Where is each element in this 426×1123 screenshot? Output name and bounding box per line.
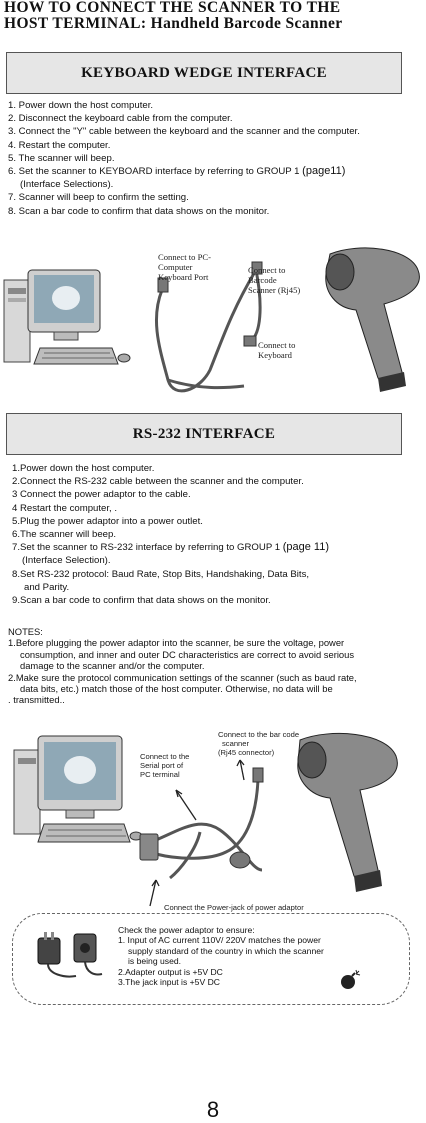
keyboard-wedge-header: KEYBOARD WEDGE INTERFACE — [6, 52, 402, 94]
step: (Interface Selection). — [22, 555, 111, 567]
barcode-scanner-icon — [298, 733, 398, 892]
callout-pc-port: Connect to PC- Computer Keyboard Port — [158, 252, 211, 282]
step: 9.Scan a bar code to confirm that data shows on the monitor. — [12, 595, 271, 607]
page-title: HOW TO CONNECT THE SCANNER TO THE HOST TERMINAL: Handheld Barcode Scanner — [4, 0, 343, 32]
bomb-icon — [338, 968, 362, 992]
computer-icon — [4, 270, 130, 364]
step: 8. Scan a bar code to confirm that data shows on the monitor. — [8, 205, 270, 217]
step: 5.Plug the power adaptor into a power outlet. — [12, 515, 203, 527]
step: 6.The scanner will beep. — [12, 529, 116, 541]
check-list: Check the power adaptor to ensure: 1. Input of AC current 110V/ 220V matches the power supply standard of the country in which the scanner is being used. 2.Adapter output is +5V DC 3.The jack input is +5V DC — [118, 925, 324, 988]
notes-heading: NOTES: — [8, 626, 43, 637]
step: 8.Set RS-232 protocol: Baud Rate, Stop Bits, Handshaking, Data Bits, — [12, 568, 310, 580]
page-reference: (page 11) — [282, 541, 330, 554]
power-adaptor-icon — [34, 930, 106, 982]
computer-icon — [14, 736, 142, 842]
step: 4 Restart the computer, . — [12, 502, 118, 514]
step: 2.Connect the RS-232 cable between the scanner and the computer. — [12, 476, 304, 488]
step: 5. The scanner will beep. — [8, 152, 115, 164]
step: 7.Set the scanner to RS-232 interface by referring to GROUP 1 (page 11) — [12, 541, 330, 554]
step: 6. Set the scanner to KEYBOARD interface by referring to GROUP 1 (page11) — [8, 165, 346, 178]
callout-keyboard: Connect to Keyboard — [258, 340, 296, 360]
keyboard-steps — [8, 99, 360, 218]
page-number: 8 — [206, 1097, 220, 1122]
step: 2. Disconnect the keyboard cable from the computer. — [8, 113, 233, 125]
keyboard-wedge-illustration — [0, 240, 426, 405]
callout-barcode-scanner: Connect to the bar code scanner (Rj45 connector) — [218, 730, 300, 757]
rs232-steps — [12, 462, 329, 607]
step: 3. Connect the "Y" cable between the keyboard and the scanner and the computer. — [8, 126, 360, 138]
step: and Parity. — [24, 581, 70, 593]
callout-barcode-scanner: Connect to Barcode Scanner (Rj45) — [248, 265, 301, 295]
step: 1.Power down the host computer. — [12, 463, 155, 474]
notes: NOTES: 1.Before plugging the power adaptor into the scanner, be sure the voltage, power consumption, and inner and outer DC characteristics are correct to avoid serious damage to the scanner and/or the computer. 2.Make sure the protocol communication settings of the scanner (such as baud rate, data bits, etc.) match those of the host computer. Otherwise, no data will be . transmitted.. — [8, 626, 357, 706]
rs232-cable-icon — [140, 768, 263, 878]
step: (Interface Selections). — [20, 179, 114, 191]
page-reference: (page11) — [302, 165, 346, 178]
arrow-icon — [150, 760, 244, 906]
callout-power-jack: Connect the Power-jack of power adaptor — [164, 903, 304, 912]
rs232-header: RS-232 INTERFACE — [6, 413, 402, 455]
callout-serial-port: Connect to the Serial port of PC terminal — [140, 752, 190, 779]
step: 7. Scanner will beep to confirm the setting. — [8, 192, 189, 204]
step: 1. Power down the host computer. — [8, 100, 154, 111]
step: 4. Restart the computer. — [8, 139, 111, 151]
barcode-scanner-icon — [326, 248, 420, 392]
step: 3 Connect the power adaptor to the cable. — [12, 489, 191, 501]
rs232-illustration — [0, 720, 426, 910]
